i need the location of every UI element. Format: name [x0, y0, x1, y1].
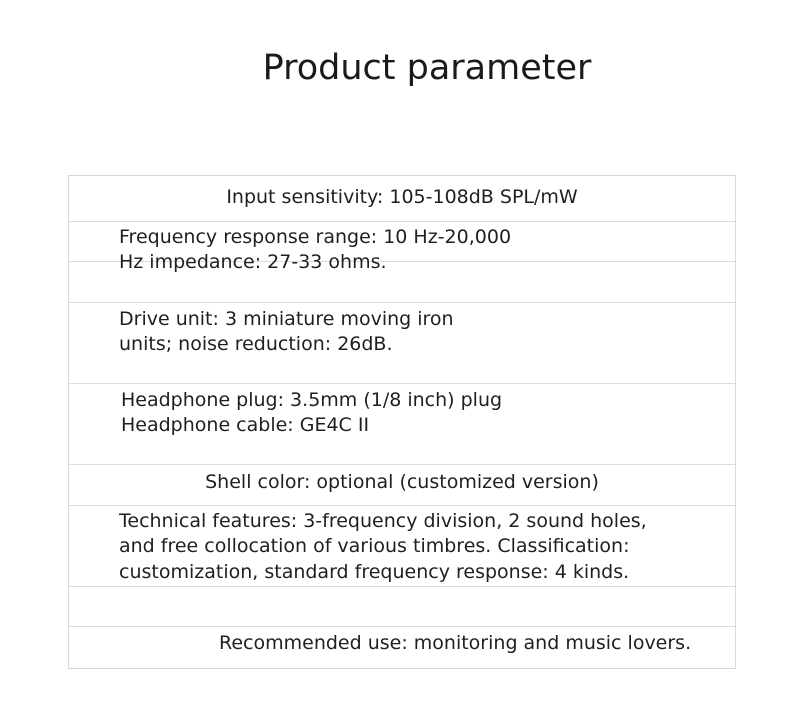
frequency-response-line-2: Hz impedance: 27-33 ohms.	[119, 251, 387, 273]
page-title: Product parameter	[262, 48, 592, 88]
technical-features-line-2: and free collocation of various timbres. Classification:	[119, 535, 630, 557]
row-divider	[69, 626, 735, 627]
row-divider	[69, 586, 735, 587]
shell-color-text: Shell color: optional (customized version)	[205, 471, 599, 493]
row-divider	[69, 302, 735, 303]
headphone-plug-line-2: Headphone cable: GE4C II	[121, 414, 370, 436]
row-divider	[69, 221, 735, 222]
row-divider	[69, 505, 735, 506]
headphone-plug-line-1: Headphone plug: 3.5mm (1/8 inch) plug	[121, 389, 503, 411]
input-sensitivity-text: Input sensitivity: 105-108dB SPL/mW	[226, 186, 578, 208]
parameter-table	[68, 175, 736, 669]
row-divider	[69, 383, 735, 384]
frequency-response-line-1: Frequency response range: 10 Hz-20,000	[119, 226, 512, 248]
drive-unit-line-2: units; noise reduction: 26dB.	[119, 333, 393, 355]
drive-unit-line-1: Drive unit: 3 miniature moving iron	[119, 308, 454, 330]
row-divider	[69, 464, 735, 465]
recommended-use-text: Recommended use: monitoring and music lovers.	[219, 632, 692, 654]
technical-features-line-1: Technical features: 3-frequency division, 2 sound holes,	[119, 510, 647, 532]
technical-features-line-3: customization, standard frequency response: 4 kinds.	[119, 561, 630, 583]
